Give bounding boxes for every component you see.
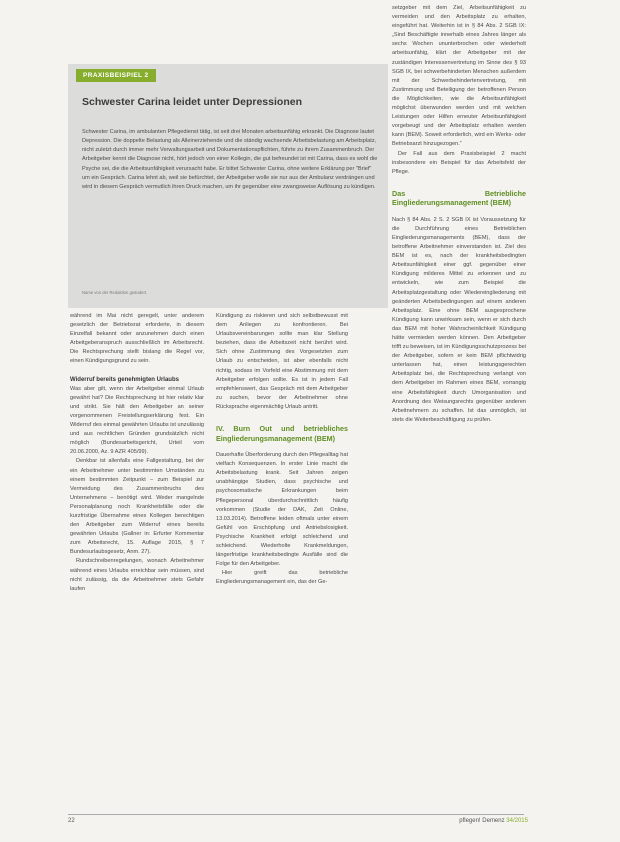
journal-name: pflegen! Demenz xyxy=(459,818,505,824)
right-paragraph-1: setzgeber mit dem Ziel, Arbeitsunfähigkeit zu vermeiden und den Arbeitsplatz zu erhalten, eingeführt hat. Weiterhin ist in § 84 Abs. 2 SGB IX: „Sind Beschäftigte innerhalb eines Jahres länger als sechs Wochen ununterbrochen oder wiederholt arbeitsunfähig, klärt der Arbeitgeber mit der zuständigen Interessenvertretung im Sinne des § 93 SGB IX, bei schwerbehinderten Menschen außerdem mit der Schwerbehindertenvertretung, mit Zustimmung und Beteiligung der betroffenen Person die Möglichkeiten, wie die Arbeitsunfähigkeit möglichst überwunden werden und mit welchen Leistungen oder Hilfen erneuter Arbeitsunfähigkeit vorgebeugt und der Arbeitsplatz erhalten werden kann (BEM). Soweit erforderlich, wird ein Werks- oder Betriebsarzt hinzugezogen.“ xyxy=(392,5,526,148)
right-paragraph-2: Der Fall aus dem Praxisbeispiel 2 macht insbesondere ein Beispiel für das Arbeitsfeld der Pflege. xyxy=(392,150,526,175)
left-column xyxy=(70,312,204,594)
section-heading-vacation-revocation: Widerruf bereits genehmigten Urlaubs xyxy=(70,376,179,383)
journal-footer xyxy=(459,818,528,824)
left-paragraph-1: während im Mai nicht geregelt, unter anderem gesetzlich der Betriebsrat erforderte, in diesem Einzelfall bekannt oder anzunehmen durch einen Arbeitgeberanspruch ausschließlich im Arbeitsrecht. Die Rechtsprechung stellt bislang die Regel vor, einen Kündigungsgrund zu sein. xyxy=(70,313,204,365)
section-heading-bem: Das Betriebliche Eingliederungsmanagement (BEM) xyxy=(392,188,526,208)
case-study-box xyxy=(68,64,388,308)
footer-divider xyxy=(68,814,524,815)
left-paragraph-4: Rundschreibenregelungen, wonach Arbeitnehmer während eines Urlaubs erreichbar sein müssen, sind nicht zulässig, da die Arbeitnehmer stets Gefahr laufen xyxy=(70,558,204,592)
middle-paragraph-2: Dauerhafte Überforderung durch den Pflegealltag hat vielfach Konsequenzen. In erster Linie macht die Arbeitsbelastung krank. Seit Jahren zeigen unabhängige Studien, dass psychische und psychosomatische Erkrankungen beim Pflegepersonal überdurchschnittlich häufig vorkommen (Studie der DAK, Zeit Online, 13.03.2014). Betroffene leiden oftmals unter einem Gefühl von Erschöpfung und Antriebslosigkeit. Psychische Krankheit erfolgt schleichend und schleichend. Wiederholte Krankmeldungen, längerfristige krankheitsbedingte Ausfälle sind die Folge für den Arbeitgeber. xyxy=(216,452,348,568)
right-column xyxy=(392,4,526,425)
middle-column xyxy=(216,312,348,587)
middle-paragraph-3: Hier greift das betriebliche Eingliederungsmanagement ein, das der Ge- xyxy=(216,570,348,586)
journal-issue: 34/2015 xyxy=(506,818,528,824)
middle-paragraph-1: Kündigung zu riskieren und sich selbstbewusst mit dem Anliegen zu konfrontieren. Bei Urlaubsvereinbarungen sollte man klar Stellung beziehen, dass die Arbeitszeit nicht berührt wird. Sich ohne Zustimmung des Vorgesetzten zum Urlaub zu entscheiden, ist aber ebenfalls nicht richtig, sodass im Vorfeld eine Abstimmung mit dem Arbeitgeber erfolgen sollte. Es ist in jedem Fall empfehlenswert, das Gespräch mit dem Arbeitgeber zu suchen, bevor der Arbeitnehmer ohne Rücksprache eigenmächtig Urlaub antritt. xyxy=(216,313,348,410)
case-study-body: Schwester Carina, im ambulanten Pflegedienst tätig, ist seit drei Monaten arbeitsunfähig erkrankt. Die Diagnose lautet Depression. Die doppelte Belastung als Alleinerziehende und die ständig wachsende Arbeitsbelastung am Arbeitsplatz, nicht zuletzt durch immer mehr Verwaltungsarbeit und Dokumentationspflichten, führte zu ihrem Zusammenbruch. Der Arbeitgeber kennt die Diagnose nicht, hört jedoch von einer Kollegin, die gut befreundet ist mit Carina, dass es wohl die Psyche sei, die die Arbeitsunfähigkeit verursacht habe. Er bittet Schwester Carina, ohne weitere Erklärung per "Brief" um ein Gespräch. Carina lehnt ab, weil sie befürchtet, der Arbeitgeber wolle sie nur aus der Ambulanz verdrängen und wird in diesem Gespräch vermutlich ihren Druck machen, um ihr gegenüber eine zwangsweise Auflösung zu kündigen. xyxy=(82,129,378,190)
section-heading-burnout: IV. Burn Out und betriebliches Eingliederungsmanagement (BEM) xyxy=(216,424,348,443)
case-study-caption: Name von der Redaktion geändert. xyxy=(82,290,148,295)
left-paragraph-2: Was aber gilt, wenn der Arbeitgeber einmal Urlaub gewährt hat? Die Rechtsprechung ist hier relativ klar und strikt. Sie hält den Arbeitgeber an seiner vorgenommenen Freistellungserklärung fest. Ein Widerruf des einmal gewährten Urlaubs ist unzulässig und aus rechtlichen Gründen grundsätzlich nicht möglich (Bundesarbeitsgericht, Urteil vom 20.06.2000, Az. 9 AZR 405/99). xyxy=(70,385,204,456)
case-study-tag: PRAXISBEISPIEL 2 xyxy=(76,69,156,82)
case-study-title: Schwester Carina leidet unter Depressionen xyxy=(82,96,302,108)
left-paragraph-3: Denkbar ist allenfalls eine Fallgestaltung, bei der ein Arbeitnehmer unter bestimmten Umständen zu einem bestimmten Zeitpunkt – zum Beispiel zur Vermeidung des Zusammenbruchs des Unternehmens – benötigt wird. Weder mangelnde Personalplanung noch Krankheitsfälle oder die kurzfristige Übernahme eines Kollegen berechtigen den Arbeitgeber zum Widerruf eines bereits gewährten Urlaubs (Gallner in: Erfurter Kommentar zum Arbeitsrecht, 15. Auflage 2015, § 7 Bundesurlaubsgesetz, Anm. 27). xyxy=(70,458,204,556)
page-number: 22 xyxy=(68,818,75,824)
right-paragraph-3: Nach § 84 Abs. 2 S. 2 SGB IX ist Voraussetzung für die Durchführung eines Betrieblichen Eingliederungsmanagements (BEM), dass der betroffene Arbeitnehmer einverstanden ist. Ziel des BEM ist es, nach der krankheitsbedingten Arbeitsunfähigkeit einer ggf. gegenüber einer Kündigung milderes Mittel zu erkennen und zu entwickeln, wie zum Beispiel die Arbeitsplatzgestaltung oder Wiedereingliederung mit geänderten Arbeitsbedingungen auf einem anderen Arbeitsplatz. Eine ohne BEM ausgesprochene Kündigung kann unwirksam sein, wenn er sich durch das BEM mit hoher Wahrscheinlichkeit Kündigung hätte vermieden werden können. Den Arbeitgeber trifft zu beweisen, ist im Kündigungsschutzprozess bei der Arbeitgeber, sofern er kein BEM pflichtwidrig unterlassen hat, einen leistungsgerechten Arbeitsplatz bei, die Rechtsprechung verlangt von dem Arbeitgeber im Rahmen eines BEM, vorrangig eine Arbeitsfähigkeit durch Umorganisation und Anordnung des Weisungsrechts gegenüber anderen Arbeitnehmern zu schaffen. Ist das unmöglich, ist stets die Weiterbeschäftigung zu prüfen. xyxy=(392,216,526,423)
